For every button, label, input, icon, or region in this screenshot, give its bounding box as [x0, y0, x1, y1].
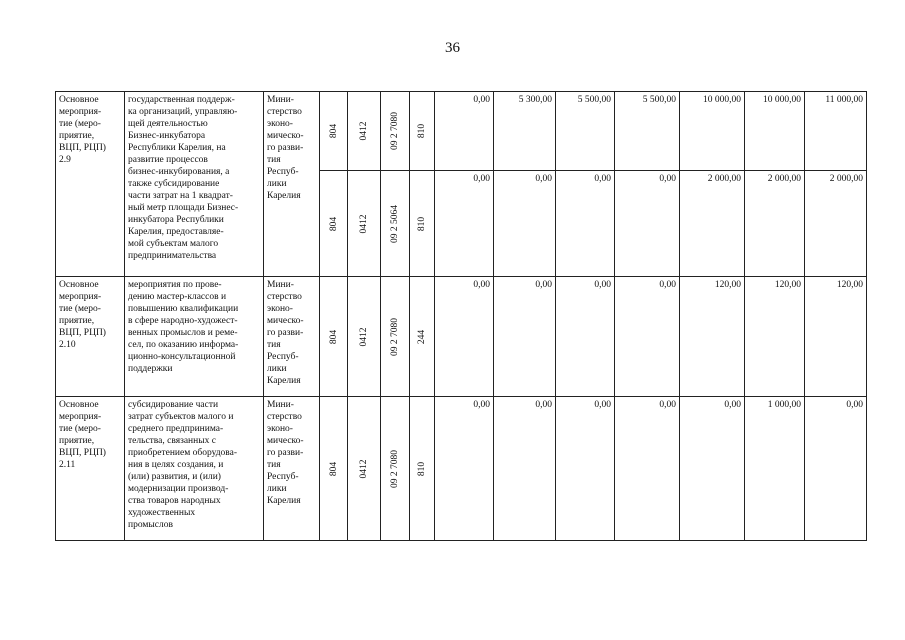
rzpr-cell: 0412	[348, 397, 381, 541]
value-cell: 10 000,00	[680, 92, 745, 171]
vr-cell: 810	[410, 92, 435, 171]
value-cell: 0,00	[615, 277, 680, 397]
executor-cell: Мини- стерство эконо- мическо- го разви- тия Респуб- лики Карелия	[264, 92, 320, 277]
value-cell: 0,00	[435, 397, 494, 541]
page-number: 36	[445, 40, 460, 56]
table-row	[56, 397, 867, 541]
value-cell: 0,00	[435, 277, 494, 397]
value-cell: 0,00	[435, 92, 494, 171]
rzpr-cell: 0412	[348, 92, 381, 171]
value-cell: 2 000,00	[680, 171, 745, 277]
value-cell: 0,00	[494, 397, 556, 541]
csr-cell: 09 2 7080	[381, 92, 410, 171]
activity-type-cell: Основное мероприя- тие (меро- приятие, ВЦП, РЦП) 2.11	[56, 397, 125, 541]
grbs-cell: 804	[320, 277, 348, 397]
value-cell: 10 000,00	[745, 92, 805, 171]
value-cell: 5 500,00	[615, 92, 680, 171]
value-cell: 5 500,00	[556, 92, 615, 171]
value-cell: 0,00	[680, 397, 745, 541]
grbs-cell: 804	[320, 171, 348, 277]
value-cell: 0,00	[494, 171, 556, 277]
csr-cell: 09 2 7080	[381, 277, 410, 397]
activity-type-cell: Основное мероприя- тие (меро- приятие, ВЦП, РЦП) 2.9	[56, 92, 125, 277]
value-cell: 0,00	[494, 277, 556, 397]
value-cell: 0,00	[556, 171, 615, 277]
value-cell: 5 300,00	[494, 92, 556, 171]
activity-type-cell: Основное мероприя- тие (меро- приятие, ВЦП, РЦП) 2.10	[56, 277, 125, 397]
activity-name-cell: субсидирование части затрат субъектов малого и среднего предпринима- тельства, связанных с приобретением оборудова- ния в целях создания, и (или) развития, и (или) модернизации производ- ства товаров народных художественных промыслов	[125, 397, 264, 541]
value-cell: 0,00	[805, 397, 867, 541]
table-row	[56, 92, 867, 171]
budget-table	[55, 91, 867, 541]
value-cell: 1 000,00	[745, 397, 805, 541]
grbs-cell: 804	[320, 92, 348, 171]
value-cell: 0,00	[435, 171, 494, 277]
vr-cell: 810	[410, 171, 435, 277]
value-cell: 2 000,00	[805, 171, 867, 277]
vr-cell: 244	[410, 277, 435, 397]
rzpr-cell: 0412	[348, 171, 381, 277]
value-cell: 0,00	[556, 277, 615, 397]
csr-cell: 09 2 5064	[381, 171, 410, 277]
table-row	[56, 277, 867, 397]
grbs-cell: 804	[320, 397, 348, 541]
rzpr-cell: 0412	[348, 277, 381, 397]
activity-name-cell: государственная поддерж- ка организаций, управляю- щей деятельностью Бизнес-инкубатора Республики Карелия, на развитие процессов бизнес-инкубирования, а также субсидирование части затрат на 1 квадрат- ный метр площади Бизнес- инкубатора Республики Карелия, предоставляе- мой субъектам малого предпринимательства	[125, 92, 264, 277]
value-cell: 2 000,00	[745, 171, 805, 277]
value-cell: 120,00	[680, 277, 745, 397]
value-cell: 120,00	[745, 277, 805, 397]
executor-cell: Мини- стерство эконо- мическо- го разви- тия Респуб- лики Карелия	[264, 397, 320, 541]
vr-cell: 810	[410, 397, 435, 541]
value-cell: 11 000,00	[805, 92, 867, 171]
value-cell: 0,00	[615, 397, 680, 541]
value-cell: 0,00	[615, 171, 680, 277]
activity-name-cell: мероприятия по прове- дению мастер-классов и повышению квалификации в сфере народно-художест- венных промыслов и реме- сел, по оказанию информа- ционно-консультационной поддержки	[125, 277, 264, 397]
value-cell: 120,00	[805, 277, 867, 397]
value-cell: 0,00	[556, 397, 615, 541]
executor-cell: Мини- стерство эконо- мическо- го разви- тия Респуб- лики Карелия	[264, 277, 320, 397]
csr-cell: 09 2 7080	[381, 397, 410, 541]
